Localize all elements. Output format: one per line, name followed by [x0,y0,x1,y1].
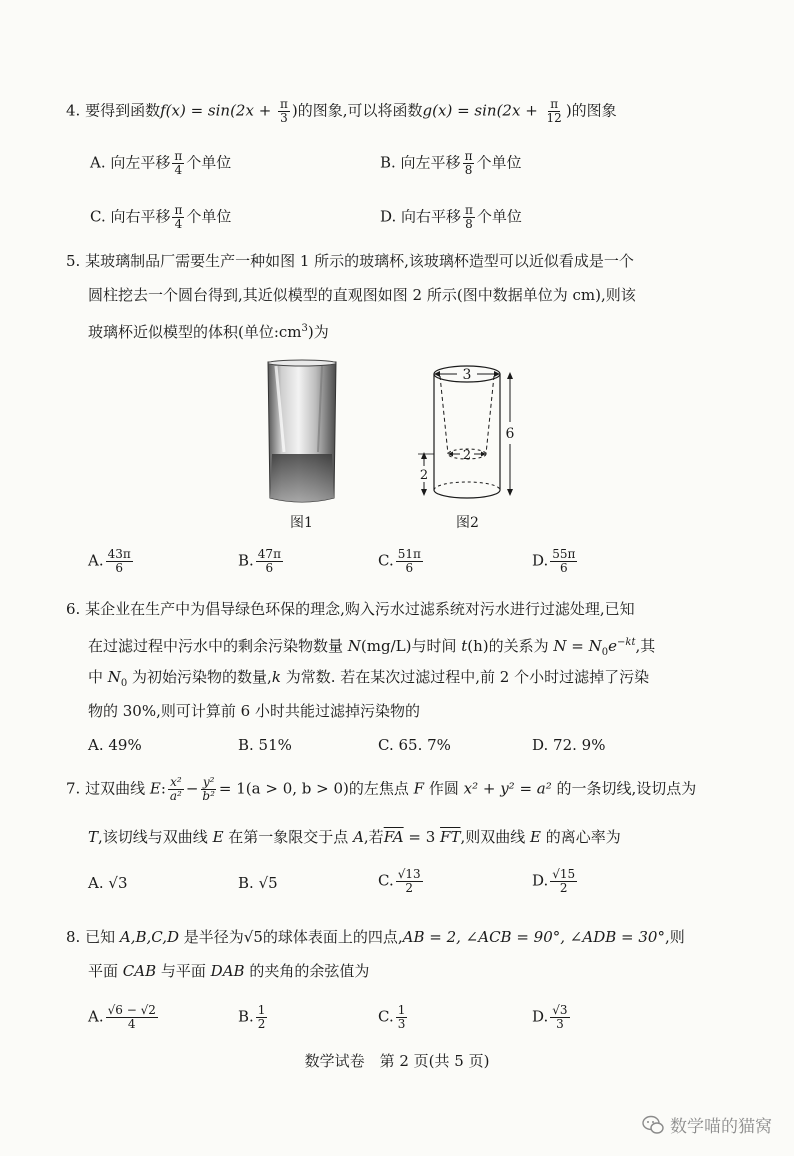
figure2-caption: 图2 [456,515,479,531]
q8-stem-line2: 平面 CAB 与平面 DAB 的夹角的余弦值为 [88,962,370,980]
page-footer: 数学试卷 第 2 页(共 5 页) [304,1052,490,1070]
q5-option-c[interactable]: C. $\frac{51\pi}{6}$ [378,547,421,575]
q7-stem-line2: T,该切线与双曲线 E 在第一象限交于点 A,若$\overline{FA} = 3$ $\overline{FT}$,则双曲线 E 的离心率为 [88,828,621,846]
fig2-height-label: 6 [505,426,515,442]
q4-option-d[interactable]: D. 向右平移 $\frac{\pi}{8}$ 个单位 [380,203,522,231]
q6-stem-line4: 物的 30%,则可计算前 6 小时共能过滤掉污染物的 [88,702,420,720]
q5-option-a[interactable]: A. $\frac{43\pi}{6}$ [88,547,131,575]
q4-option-b[interactable]: B. 向左平移 $\frac{\pi}{8}$ 个单位 [380,149,522,177]
q6-stem-line3: 中 $N_0$ 为初始污染物的数量,k 为常数. 若在某次过滤过程中,前 2 个小时过滤掉了污染 [88,668,650,689]
q5-stem-line2: 圆柱挖去一个圆台得到,其近似模型的直观图如图 2 所示(图中数据单位为 cm),则该 [88,286,636,304]
q5-stem-line1: 5. 某玻璃制品厂需要生产一种如图 1 所示的玻璃杯,该玻璃杯造型可以近似看成是一个 [66,252,634,270]
q5-option-d[interactable]: D. $\frac{55\pi}{6}$ [532,547,576,575]
glass-photo-figure [262,358,342,506]
q5-stem-line3: 玻璃杯近似模型的体积(单位$:cm^3$)为 [88,323,329,341]
q8-option-d[interactable]: D. $\frac{√3}{3}$ [532,1003,568,1031]
figure1-caption: 图1 [290,515,313,531]
q7-option-d[interactable]: D. $\frac{√15}{2}$ [532,867,576,895]
q8-stem-line1: 8. 已知 A,B,C,D 是半径为√5的球体表面上的四点,AB = 2, ∠ACB = 90°, ∠ADB = 30°,则 [66,928,685,946]
q6-option-d[interactable]: D. 72. 9% [532,736,606,754]
wechat-icon [642,1115,664,1135]
q6-stem-line1: 6. 某企业在生产中为倡导绿色环保的理念,购入污水过滤系统对污水进行过滤处理,已知 [66,600,635,618]
q4-option-a[interactable]: A. 向左平移 $\frac{\pi}{4}$ 个单位 [90,149,232,177]
q6-option-b[interactable]: B. 51% [238,736,292,754]
q7-option-c[interactable]: C. $\frac{√13}{2}$ [378,867,421,895]
q6-stem-line2: 在过滤过程中污水中的剩余污染物数量 N(mg/L)与时间 t(h)的关系为 $N = N_0e^{-kt}$,其 [88,637,656,658]
q8-option-a[interactable]: A. $\frac{√6 - √2}{4}$ [88,1003,156,1031]
q8-option-c[interactable]: C. $\frac{1}{3}$ [378,1003,406,1031]
cylinder-diagram-figure [412,358,522,508]
watermark [642,1112,772,1137]
q5-option-b[interactable]: B. $\frac{47\pi}{6}$ [238,547,281,575]
q8-option-b[interactable]: B. $\frac{1}{2}$ [238,1003,266,1031]
q6-option-a[interactable]: A. 49% [88,736,142,754]
q7-option-a[interactable]: A. √3 [88,874,128,892]
watermark-text: 数学喵的猫窝 [670,1117,772,1137]
q7-stem-line1: 7. 过双曲线 E: $\frac{\text{x²}}{\text{a²}}$ − $\frac{\text{y²}}{\text{b²}}$ = 1(a > 0, b > 0)的左焦点 F 作圆 x² + y² = a² 的一条切线,设切点为 [66,775,697,803]
fig2-bottom-label: 2 [419,468,429,483]
fig2-inner-label: 2 [462,448,472,463]
q4-option-c[interactable]: C. 向右平移 $\frac{\pi}{4}$ 个单位 [90,203,232,231]
q4-stem: 4. 要得到函数f(x) = sin(2x + $\frac{\pi}{3}$ )的图象,可以将函数g(x) = sin(2x + $\frac{\pi}{12}$ )的图象 [66,97,617,125]
q7-option-b[interactable]: B. √5 [238,874,278,892]
q6-option-c[interactable]: C. 65. 7% [378,736,451,754]
fig2-top-label: 3 [462,367,472,383]
